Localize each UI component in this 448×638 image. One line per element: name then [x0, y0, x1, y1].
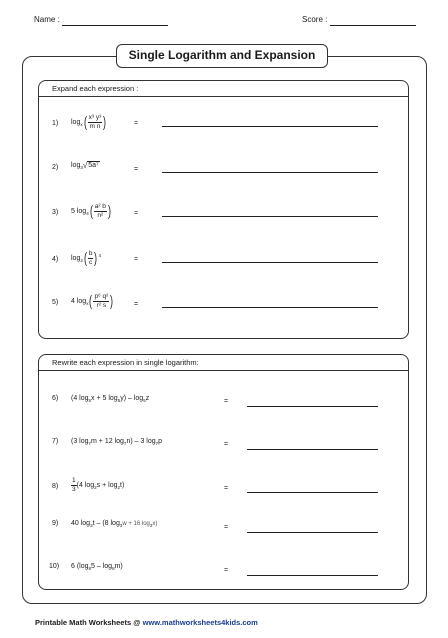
question-1: [39, 114, 408, 134]
question-number: 9): [52, 520, 59, 527]
equals-sign: =: [224, 567, 229, 574]
equals-sign: =: [134, 210, 139, 217]
equals-sign: =: [134, 120, 139, 127]
answer-line[interactable]: [162, 216, 378, 217]
question-number: 6): [52, 395, 59, 402]
question-expression: 6 (log 8 5 – log 8 m): [71, 563, 123, 571]
question-expression: $\frac{1}{3}$ (4 log 2 s + log 2 t): [72, 477, 125, 493]
name-label: Name :: [34, 15, 60, 24]
answer-line[interactable]: [162, 126, 378, 127]
question-number: 3): [52, 209, 59, 216]
answer-line[interactable]: [247, 492, 378, 493]
answer-line[interactable]: [247, 406, 378, 407]
equals-sign: =: [134, 301, 139, 308]
equals-sign: =: [224, 398, 229, 405]
question-6: [39, 395, 408, 409]
answer-line[interactable]: [162, 262, 378, 263]
page-title: Single Logarithm and Expansion: [116, 44, 328, 68]
question-number: 4): [52, 256, 59, 263]
question-number: 10): [49, 563, 60, 570]
expand-heading: Expand each expression :: [39, 81, 408, 97]
question-expression: 40 log 3 t – (8 log 3 w + 16 log 3 x): [71, 520, 158, 528]
question-5: [39, 293, 408, 313]
question-number: 7): [52, 438, 59, 445]
score-line[interactable]: [330, 25, 416, 26]
question-number: 8): [52, 483, 59, 490]
question-number: 1): [52, 120, 59, 127]
question-expression: (3 log 7 m + 12 log 7 n) – 3 log 7 p: [71, 438, 163, 446]
rewrite-heading: Rewrite each expression in single logarithm:: [39, 355, 408, 371]
question-number: 2): [52, 164, 59, 171]
answer-line[interactable]: [162, 172, 378, 173]
question-9: [39, 520, 408, 534]
equals-sign: =: [134, 256, 139, 263]
question-expression: log x ( $\frac{\text{x³ y³}}{\text{m n}}$ ): [71, 114, 107, 131]
question-4: [39, 250, 408, 270]
question-expression: 5 log 4 ( $\frac{\text{a² b}}{\text{n²}}$ ): [71, 203, 111, 220]
expand-section: [38, 80, 409, 339]
footer-text: Printable Math Worksheets @: [35, 618, 143, 627]
question-expression: (4 log 5 x + 5 log 5 y) – log 5 z: [71, 395, 150, 403]
question-7: [39, 438, 408, 452]
answer-line[interactable]: [247, 449, 378, 450]
equals-sign: =: [224, 485, 229, 492]
equals-sign: =: [224, 441, 229, 448]
question-expression: log 2 ( $\frac{b}{c}$ ) 4: [71, 250, 101, 267]
rewrite-section: [38, 354, 409, 590]
answer-line[interactable]: [247, 532, 378, 533]
footer-link[interactable]: www.mathworksheets4kids.com: [142, 618, 258, 627]
equals-sign: =: [134, 166, 139, 173]
answer-line[interactable]: [162, 307, 378, 308]
name-line[interactable]: [62, 25, 168, 26]
question-8: [39, 477, 408, 497]
question-expression: 4 log x ( $\frac{\text{p⁶ q²}}{\text{r² s}}$ ): [71, 293, 114, 310]
question-number: 5): [52, 299, 59, 306]
question-2: [39, 161, 408, 177]
footer: [35, 618, 258, 627]
question-3: [39, 203, 408, 223]
answer-line[interactable]: [247, 575, 378, 576]
question-10: [39, 563, 408, 577]
equals-sign: =: [224, 524, 229, 531]
question-expression: log 3 √ 5a⁷: [71, 161, 99, 170]
score-label: Score :: [302, 15, 328, 24]
